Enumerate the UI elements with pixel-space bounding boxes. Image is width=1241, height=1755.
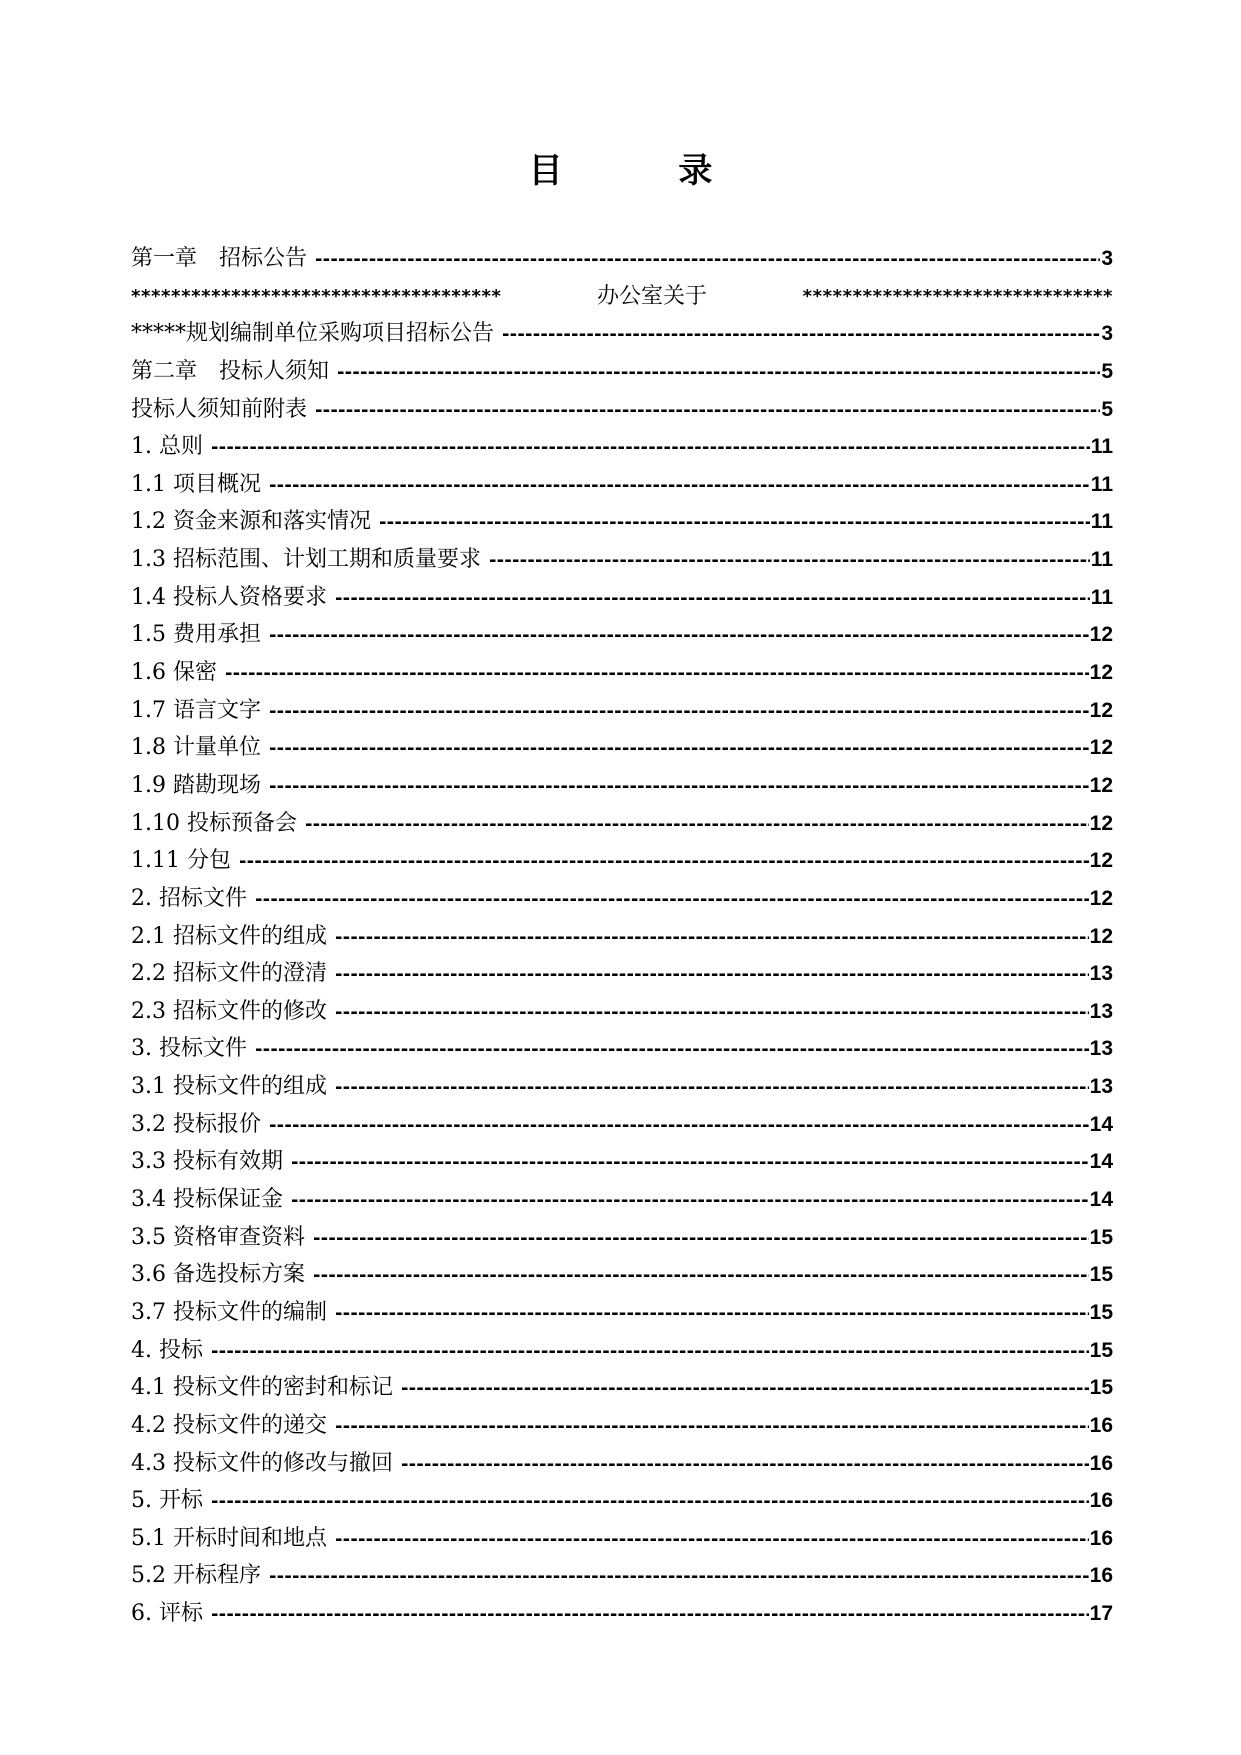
masked-text: *******************************: [802, 285, 1113, 307]
toc-entry-title: 第二章 投标人须知: [131, 358, 330, 384]
toc-leader-dashes: [313, 1220, 1089, 1258]
toc-entry-title: 6. 评标: [131, 1601, 203, 1627]
toc-entry[interactable]: [131, 1256, 1113, 1294]
toc-entry-title: 1.7 语言文字: [131, 697, 261, 723]
toc-page-number: 16: [1089, 1451, 1113, 1475]
toc-entry[interactable]: [131, 918, 1113, 956]
toc-leader-dashes: [335, 1295, 1089, 1333]
toc-entry-title: 1.5 费用承担: [131, 622, 261, 648]
toc-entry-title: 2.2 招标文件的澄清: [131, 961, 327, 987]
toc-entry[interactable]: [131, 428, 1113, 466]
toc-entry-title: 第一章 招标公告: [131, 246, 308, 271]
toc-page-number: 14: [1089, 1150, 1113, 1174]
toc-leader-dashes: [335, 1408, 1089, 1446]
toc-entry[interactable]: [131, 541, 1113, 579]
toc-entry[interactable]: [131, 805, 1113, 843]
toc-page-number: 11: [1090, 472, 1113, 496]
toc-entry-title-part: 办公室关于: [597, 283, 708, 309]
toc-page-number: 15: [1089, 1263, 1113, 1287]
toc-leader-dashes: [269, 1107, 1089, 1145]
toc-entry[interactable]: [131, 315, 1113, 353]
toc-leader-dashes: [335, 994, 1089, 1032]
toc-entry-title: 5. 开标: [131, 1488, 203, 1514]
toc-entry-title: 3. 投标文件: [131, 1036, 247, 1062]
toc-leader-dashes: [489, 542, 1090, 580]
toc-entry-title: 3.3 投标有效期: [131, 1149, 283, 1175]
toc-page-number: 12: [1089, 924, 1113, 948]
toc-leader-dashes: [269, 467, 1090, 505]
toc-entry[interactable]: [131, 1369, 1113, 1407]
toc-page-number: 11: [1090, 585, 1113, 609]
toc-entry-title: 1.4 投标人资格要求: [131, 584, 327, 610]
toc-entry[interactable]: [131, 692, 1113, 730]
toc-leader-dashes: [401, 1446, 1089, 1484]
toc-page-number: 12: [1089, 811, 1113, 835]
toc-entry-title: *****规划编制单位采购项目招标公告: [131, 321, 495, 347]
toc-page-number: 16: [1089, 1413, 1113, 1437]
toc-page-number: 5: [1101, 397, 1113, 421]
toc-leader-dashes: [211, 1596, 1089, 1634]
toc-page-number: 3: [1101, 322, 1113, 346]
toc-entry-title: 2. 招标文件: [131, 885, 247, 911]
toc-entry[interactable]: [131, 767, 1113, 805]
toc-entry[interactable]: [131, 880, 1113, 918]
toc-page-number: 13: [1089, 1037, 1113, 1061]
toc-leader-dashes: [211, 1483, 1089, 1521]
toc-entry-title: 2.3 招标文件的修改: [131, 998, 327, 1024]
toc-leader-dashes: [225, 655, 1089, 693]
toc-entry-title: 1.10 投标预备会: [131, 810, 297, 836]
toc-entry[interactable]: [131, 1482, 1113, 1520]
toc-entry-title: 3.2 投标报价: [131, 1111, 261, 1137]
toc-entry-title: 1.6 保密: [131, 660, 217, 686]
toc-entry[interactable]: [131, 1294, 1113, 1332]
toc-page-number: 12: [1089, 886, 1113, 910]
toc-entry-title: 2.1 招标文件的组成: [131, 923, 327, 949]
toc-entry[interactable]: [131, 1143, 1113, 1181]
toc-leader-dashes: [401, 1370, 1089, 1408]
toc-entry-title: 1.9 踏勘现场: [131, 772, 261, 798]
toc-entry[interactable]: [131, 955, 1113, 993]
toc-entry[interactable]: [131, 1520, 1113, 1558]
toc-entry[interactable]: [131, 729, 1113, 767]
toc-entry[interactable]: [131, 1219, 1113, 1257]
toc-leader-dashes: [315, 392, 1100, 430]
toc-page-number: 14: [1089, 1188, 1113, 1212]
toc-page-number: 12: [1089, 849, 1113, 873]
toc-leader-dashes: [269, 768, 1089, 806]
toc-leader-dashes: [305, 806, 1089, 844]
toc-entry-title: 3.1 投标文件的组成: [131, 1074, 327, 1100]
toc-entry-title: 4.3 投标文件的修改与撤回: [131, 1450, 393, 1476]
toc-entry[interactable]: [131, 616, 1113, 654]
toc-leader-dashes: [335, 1069, 1089, 1107]
toc-entry-title: 1.1 项目概况: [131, 471, 261, 497]
toc-leader-dashes: [269, 693, 1089, 731]
toc-page-number: 15: [1089, 1338, 1113, 1362]
toc-leader-dashes: [379, 504, 1090, 542]
toc-entry-continued-title: [131, 278, 1113, 316]
toc-entry-title: 4. 投标: [131, 1337, 203, 1363]
toc-entry-title: 4.1 投标文件的密封和标记: [131, 1375, 393, 1401]
toc-entry-title: 1. 总则: [131, 434, 203, 460]
toc-leader-dashes: [337, 354, 1100, 392]
toc-leader-dashes: [313, 1257, 1089, 1295]
toc-leader-dashes: [255, 1031, 1089, 1069]
toc-leader-dashes: [291, 1182, 1089, 1220]
toc-leader-dashes: [335, 956, 1089, 994]
toc-page-number: 13: [1089, 962, 1113, 986]
toc-page-number: 12: [1089, 773, 1113, 797]
toc-entry[interactable]: [131, 1332, 1113, 1370]
toc-entry-title: 3.6 备选投标方案: [131, 1262, 305, 1288]
toc-leader-dashes: [335, 919, 1089, 957]
toc-page-number: 5: [1101, 359, 1113, 383]
toc-page-number: 11: [1090, 510, 1113, 534]
toc-entry-title: 5.1 开标时间和地点: [131, 1525, 327, 1551]
toc-title: [0, 146, 1241, 196]
toc-entry[interactable]: [131, 1595, 1113, 1633]
masked-text: *************************************: [131, 285, 502, 307]
toc-entry[interactable]: [131, 503, 1113, 541]
toc-leader-dashes: [335, 1521, 1089, 1559]
toc-entry[interactable]: [131, 391, 1113, 429]
toc-entry-title: 4.2 投标文件的递交: [131, 1412, 327, 1438]
toc-page-number: 13: [1089, 999, 1113, 1023]
toc-leader-dashes: [291, 1144, 1089, 1182]
toc-entry-title: 1.2 资金来源和落实情况: [131, 509, 371, 535]
toc-entry-title: 5.2 开标程序: [131, 1563, 261, 1589]
toc-entry-title: 3.4 投标保证金: [131, 1187, 283, 1213]
toc-entry[interactable]: [131, 353, 1113, 391]
toc-page-number: 12: [1089, 623, 1113, 647]
toc-page-number: 3: [1101, 247, 1113, 270]
toc-page-number: 13: [1089, 1075, 1113, 1099]
toc-title-char: 录: [678, 151, 713, 191]
toc-page-number: 15: [1089, 1300, 1113, 1324]
table-of-contents: [131, 240, 1113, 1633]
toc-entry[interactable]: [131, 842, 1113, 880]
toc-leader-dashes: [315, 241, 1100, 279]
toc-leader-dashes: [211, 1333, 1089, 1371]
toc-page-number: 11: [1090, 435, 1113, 459]
toc-entry-title: 3.7 投标文件的编制: [131, 1299, 327, 1325]
toc-entry[interactable]: [131, 654, 1113, 692]
toc-leader-dashes: [239, 843, 1089, 881]
toc-page-number: 16: [1089, 1564, 1113, 1588]
toc-entry[interactable]: [131, 1181, 1113, 1219]
toc-leader-dashes: [335, 580, 1090, 618]
toc-leader-dashes: [269, 1558, 1089, 1596]
toc-leader-dashes: [255, 881, 1089, 919]
toc-entry[interactable]: [131, 1068, 1113, 1106]
toc-entry[interactable]: [131, 1445, 1113, 1483]
toc-page-number: 11: [1090, 548, 1113, 572]
toc-page-number: 15: [1089, 1376, 1113, 1400]
toc-page-number: 12: [1089, 698, 1113, 722]
toc-page-number: 16: [1089, 1489, 1113, 1513]
toc-entry-title: 3.5 资格审查资料: [131, 1224, 305, 1250]
toc-entry-title: 1.11 分包: [131, 848, 231, 874]
toc-page-number: 12: [1089, 661, 1113, 685]
toc-entry[interactable]: [131, 1407, 1113, 1445]
toc-entry-title: 1.8 计量单位: [131, 735, 261, 761]
toc-page-number: 15: [1089, 1225, 1113, 1249]
toc-page-number: 14: [1089, 1112, 1113, 1136]
toc-entry-title: 投标人须知前附表: [131, 396, 308, 422]
toc-leader-dashes: [269, 730, 1089, 768]
toc-entry-title: 1.3 招标范围、计划工期和质量要求: [131, 547, 481, 573]
toc-entry[interactable]: [131, 240, 1113, 278]
toc-leader-dashes: [502, 316, 1100, 354]
toc-entry[interactable]: [131, 466, 1113, 504]
toc-page-number: 17: [1089, 1602, 1113, 1626]
toc-entry[interactable]: [131, 1030, 1113, 1068]
toc-entry[interactable]: [131, 993, 1113, 1031]
toc-entry[interactable]: [131, 1106, 1113, 1144]
toc-leader-dashes: [269, 617, 1089, 655]
toc-title-char: 目: [528, 151, 563, 191]
toc-page-number: 12: [1089, 736, 1113, 760]
toc-entry[interactable]: [131, 1557, 1113, 1595]
toc-page-number: 16: [1089, 1526, 1113, 1550]
toc-entry[interactable]: [131, 579, 1113, 617]
toc-leader-dashes: [211, 429, 1090, 467]
